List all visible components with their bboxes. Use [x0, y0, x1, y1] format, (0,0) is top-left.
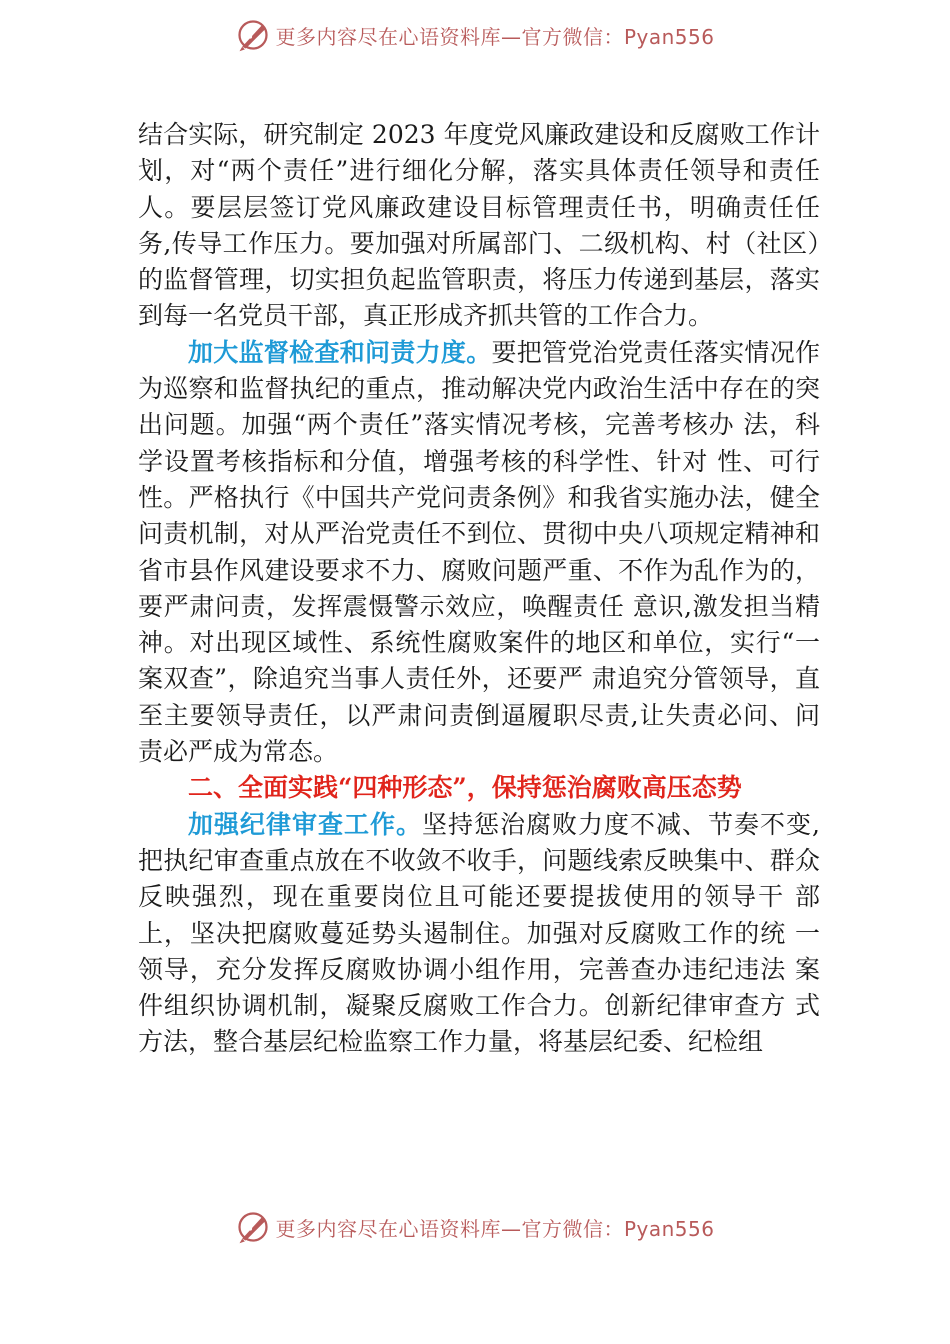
paragraph-3-text: 坚持惩治腐败力度不减、节奏不变,把执纪审查重点放在不收敛不收手，问题线索反映集中、群众反映强烈，现在重要岗位且可能还要提拔使用的领导干 部上，坚决把腐败蔓延势头遏制住。加强对反腐败工作的统 一领导，充分发挥反腐败协调小组作用，完善查办违纪违法 案件组织协调机制，凝聚反腐败工作合力。创新纪律审查方 式方法，整合基层纪检监察工作力量，将基层纪委、纪检组: [138, 809, 820, 1057]
pen-seal-logo-icon: [235, 17, 271, 53]
paragraph-3-lead: 加强纪律审查工作。: [188, 809, 423, 839]
document-body: [138, 117, 820, 1061]
section-heading-2: 二、全面实践“四种形态”，保持惩治腐败高压态势: [188, 773, 742, 803]
paragraph-2-text: 要把管党治党责任落实情况作为巡察和监督执纪的重点，推动解决党内政治生活中存在的突出问题。加强“两个责任”落实情况考核，完善考核办 法，科学设置考核指标和分值，增强考核的科学性、针对 性、可行性。严格执行《中国共产党问责条例》和我省实施办法，健全问责机制，对从严治党责任不到位、贯彻中央八项规定精神和省市县作风建设要求不力、腐败问题严重、不作为乱作为的，要严肃问责，发挥震慑警示效应，唤醒责任 意识,激发担当精神。对出现区域性、系统性腐败案件的地区和单位，实行“一案双查”，除追究当事人责任外，还要严 肃追究分管领导，直至主要领导责任，以严肃问责倒逼履职尽责,让失责必问、问责必严成为常态。: [138, 337, 820, 767]
paragraph-2: [138, 335, 820, 771]
paragraph-1: 结合实际，研究制定 2023 年度党风廉政建设和反腐败工作计划，对“两个责任”进行细化分解，落实具体责任领导和责任人。要层层签订党风廉政建设目标管理责任书，明确责任任务,传导工作压力。要加强对所属部门、二级机构、村（社区）的监督管理，切实担负起监管职责，将压力传递到基层，落实到每一名党员干部，真正形成齐抓共管的工作合力。: [138, 120, 820, 331]
pen-seal-logo-icon: [235, 1209, 271, 1245]
header-banner: [0, 10, 950, 60]
banner-text: 更多内容尽在心语资料库—官方微信：Pyan556: [275, 1216, 715, 1241]
footer-banner: [0, 1202, 950, 1252]
paragraph-2-lead: 加大监督检查和问责力度。: [188, 337, 492, 367]
paragraph-3: [138, 807, 820, 1061]
banner-text: 更多内容尽在心语资料库—官方微信：Pyan556: [275, 24, 715, 49]
